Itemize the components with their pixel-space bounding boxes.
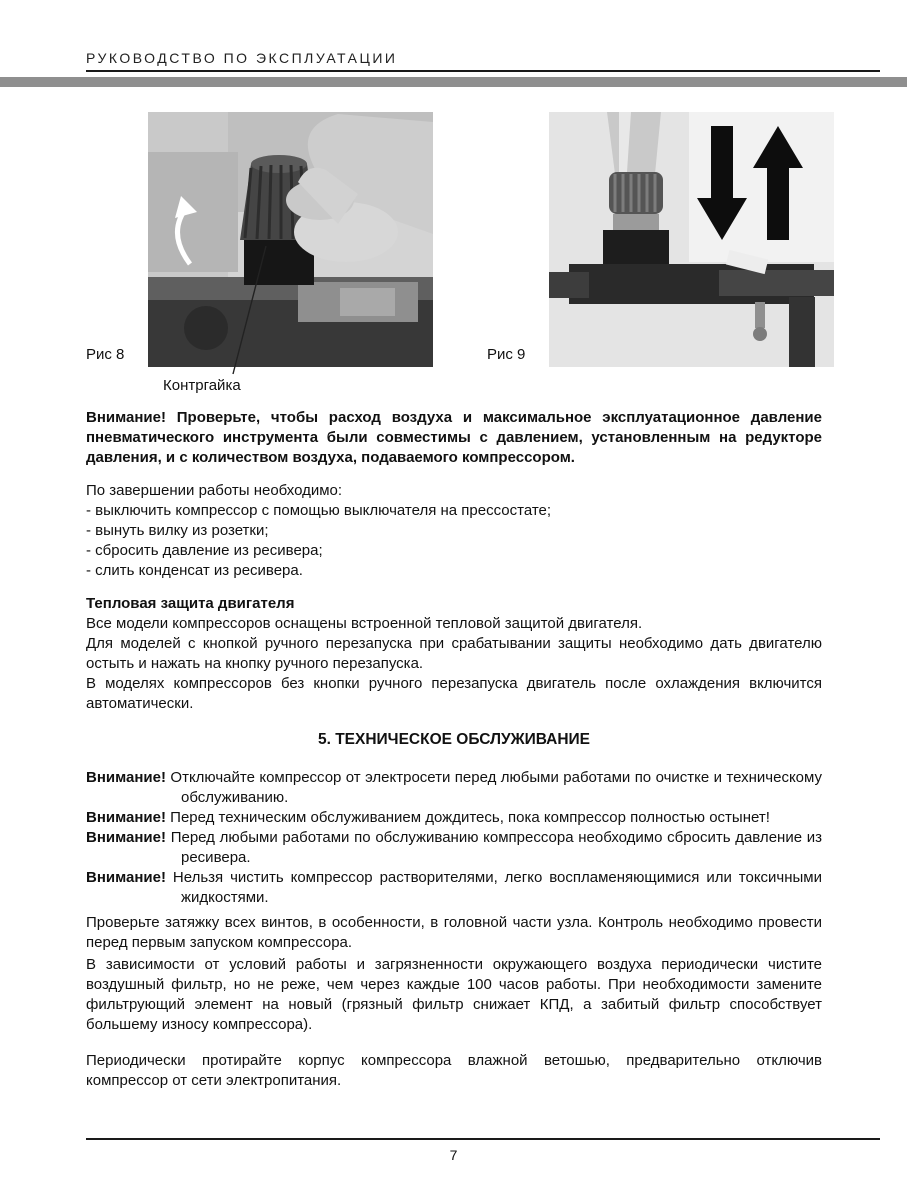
thermal-paragraph: В моделях компрессоров без кнопки ручного перезапуска двигатель после охлаждения включится автоматически. (86, 675, 822, 712)
locknut-annotation: Контргайка (163, 377, 241, 394)
warning-label: Внимание! (86, 769, 166, 786)
warning-text: Перед техническим обслуживанием дождитесь, пока компрессор полностью остынет! (170, 809, 770, 826)
warning-text: Отключайте компрессор от электросети перед любыми работами по очистке и техническому обслуживанию. (170, 769, 823, 806)
warning-text: Нельзя чистить компрессор растворителями, легко воспламеняющимися или токсичными жидкостями. (172, 869, 822, 906)
maintenance-paragraph: Периодически протирайте корпус компрессора влажной ветошью, предварительно отключив компрессор от сети электропитания. (86, 1052, 822, 1089)
figure-9-photo (549, 112, 834, 367)
figure-8-photo (148, 112, 433, 367)
list-item: - выключить компрессор с помощью выключателя на прессостате; (86, 502, 552, 519)
warnings-block (86, 768, 822, 908)
maintenance-paragraph: В зависимости от условий работы и загрязненности окружающего воздуха периодически чистите воздушный фильтр, но не реже, чем через каждые 100 часов работы. При необходимости замените фильтрующий элемент на новый (грязный фильтр снижает КПД, а забитый фильтр способствует большему износу компрессора). (86, 956, 822, 1033)
shutdown-list (86, 501, 822, 581)
warning-text: Перед любыми работами по обслуживанию компрессора необходимо сбросить давление из ресивера. (170, 829, 822, 866)
maintenance-heading: 5. ТЕХНИЧЕСКОЕ ОБСЛУЖИВАНИЕ (317, 731, 591, 748)
content (86, 408, 822, 1091)
thermal-paragraph: Для моделей с кнопкой ручного перезапуска при срабатывании защиты необходимо дать двигателю остыть и нажать на кнопку ручного перезапуска. (86, 635, 822, 672)
attention-paragraph: Внимание! Проверьте, чтобы расход воздуха и максимальное эксплуатационное давление пневматического инструмента были совместимы с давлением, установленным на редукторе давления, и с количеством воздуха, подаваемого компрессором. (86, 409, 822, 466)
thermal-heading: Тепловая защита двигателя (86, 595, 295, 612)
figure-8-label: Рис 8 (86, 346, 125, 363)
warning-item (86, 868, 822, 908)
figures-section (0, 96, 907, 408)
warning-label: Внимание! (86, 809, 166, 826)
thermal-paragraph: Все модели компрессоров оснащены встроенной тепловой защитой двигателя. (86, 615, 643, 632)
figure-8-illustration (148, 112, 433, 367)
warning-label: Внимание! (86, 829, 166, 846)
header-title: РУКОВОДСТВО ПО ЭКСПЛУАТАЦИИ (86, 50, 398, 66)
header-band (0, 77, 907, 87)
header-rule (86, 70, 880, 72)
maintenance-paragraph: Проверьте затяжку всех винтов, в особенности, в головной части узла. Контроль необходимо провести перед первым запуском компрессора. (86, 914, 822, 951)
page-number: 7 (449, 1147, 458, 1163)
warning-item (86, 808, 822, 828)
list-item: - сбросить давление из ресивера; (86, 542, 323, 559)
figure-9-illustration (549, 112, 834, 367)
shutdown-intro: По завершении работы необходимо: (86, 482, 343, 499)
warning-item (86, 768, 822, 808)
figure-9-label: Рис 9 (487, 346, 526, 363)
warning-item (86, 828, 822, 868)
footer-rule (86, 1138, 880, 1140)
list-item: - вынуть вилку из розетки; (86, 522, 269, 539)
list-item: - слить конденсат из ресивера. (86, 562, 303, 579)
warning-label: Внимание! (86, 869, 166, 886)
